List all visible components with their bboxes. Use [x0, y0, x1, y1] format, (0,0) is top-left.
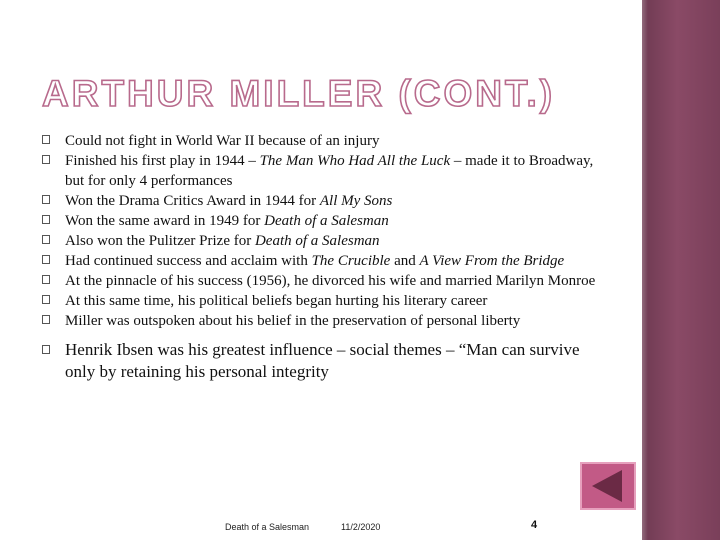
bullet-text-italic: A View From the Bridge — [419, 253, 565, 269]
bullet-box-icon — [42, 195, 50, 204]
bullet-box-icon — [42, 155, 50, 164]
decorative-sidebar — [642, 0, 720, 540]
bullet-box-icon — [42, 275, 50, 284]
bullet-text: At the pinnacle of his success (1956), he divorced his wife and married Marilyn Monroe — [65, 273, 596, 289]
bullet-text-italic: Death of a Salesman — [254, 233, 380, 249]
bullet-item — [42, 211, 612, 231]
bullet-box-icon — [42, 235, 50, 244]
back-button[interactable] — [580, 462, 636, 510]
bullet-item — [42, 231, 612, 251]
bullet-text: Won the same award in 1949 for — [65, 213, 265, 229]
bullet-text: Could not fight in World War II because of an injury — [65, 133, 380, 149]
footer-title: Death of a Salesman — [225, 522, 310, 532]
bullet-text: Miller was outspoken about his belief in the preservation of personal liberty — [65, 313, 521, 329]
bullet-box-icon — [42, 135, 50, 144]
bullet-item — [42, 191, 612, 211]
bullet-box-icon — [42, 215, 50, 224]
bullet-text-italic: All My Sons — [319, 193, 393, 209]
bullet-item — [42, 151, 612, 191]
bullet-item — [42, 271, 612, 291]
bullet-text: and — [390, 253, 420, 269]
bullet-text-italic: Death of a Salesman — [264, 213, 389, 229]
bullet-text: At this same time, his political beliefs began hurting his literary career — [65, 293, 488, 309]
bullet-text: Finished his first play in 1944 – — [65, 153, 260, 169]
bullet-item — [42, 311, 612, 331]
bullet-item — [42, 339, 612, 383]
bullet-text-italic: The Crucible — [311, 253, 391, 269]
bullet-text: Won the Drama Critics Award in 1944 for — [65, 193, 320, 209]
bullet-text: Also won the Pulitzer Prize for — [65, 233, 255, 249]
bullet-item — [42, 291, 612, 311]
bullet-text: Had continued success and acclaim with — [65, 253, 312, 269]
bullet-box-icon — [42, 315, 50, 324]
bullet-list — [42, 131, 612, 383]
slide-title: ARTHUR MILLER (CONT.) — [42, 73, 556, 114]
bullet-box-icon — [42, 255, 50, 264]
back-arrow-icon — [588, 468, 628, 504]
bullet-text: Henrik Ibsen was his greatest influence – social themes – “Man can survive only by retaining his personal integrity — [65, 340, 580, 381]
footer-date: 11/2/2020 — [341, 522, 381, 532]
bullet-box-icon — [42, 295, 50, 304]
bullet-text-italic: The Man Who Had All the Luck — [259, 153, 451, 169]
bullet-text: – made it to Broadway, but for only 4 performances — [65, 153, 594, 189]
bullet-item — [42, 251, 612, 271]
bullet-item — [42, 131, 612, 151]
page-number: 4 — [531, 519, 538, 531]
bullet-box-icon — [42, 345, 50, 354]
